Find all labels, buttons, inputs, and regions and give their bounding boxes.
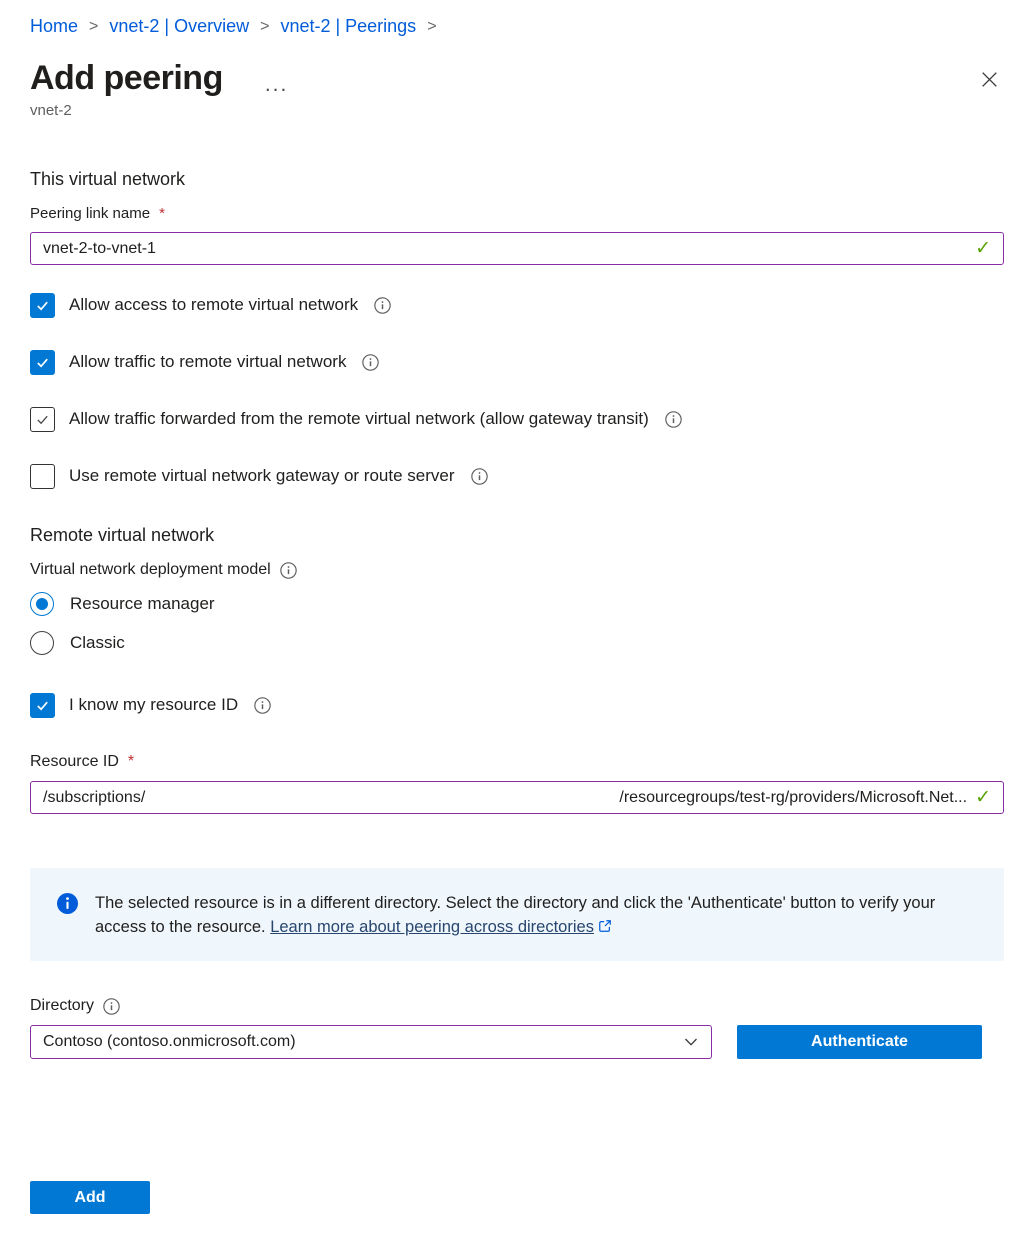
resource-manager-radio[interactable] <box>30 592 54 616</box>
checkbox-row-know-resource-id <box>30 692 1004 718</box>
checkbox-row-allow-forwarded <box>30 406 1004 432</box>
checkbox-label: Use remote virtual network gateway or route server <box>69 466 455 485</box>
info-filled-icon <box>57 893 78 940</box>
checkbox-label: Allow access to remote virtual network <box>69 295 359 314</box>
checkbox-label: Allow traffic forwarded from the remote virtual network (allow gateway transit) <box>69 409 649 428</box>
checkbox-row-allow-access <box>30 292 1004 318</box>
info-icon[interactable] <box>471 468 488 485</box>
resource-id-value-left: /subscriptions/ <box>43 788 146 806</box>
info-icon[interactable] <box>362 354 379 371</box>
page-title: Add peering <box>30 59 223 97</box>
info-icon[interactable] <box>374 297 391 314</box>
directory-row <box>30 1025 1004 1059</box>
directory-label <box>30 997 1004 1015</box>
checkbox-row-use-remote-gateway <box>30 463 1004 489</box>
allow-access-checkbox[interactable] <box>30 293 55 318</box>
breadcrumb-vnet2-peerings[interactable]: vnet-2 | Peerings <box>280 16 417 36</box>
allow-forwarded-checkbox[interactable] <box>30 407 55 432</box>
breadcrumb-vnet2-overview[interactable]: vnet-2 | Overview <box>109 16 250 36</box>
radio-label: Classic <box>70 633 125 652</box>
know-resource-id-checkbox[interactable] <box>30 693 55 718</box>
checkbox-row-allow-traffic <box>30 349 1004 375</box>
peering-link-name-label <box>30 205 1004 222</box>
check-icon <box>35 355 50 370</box>
directory-dropdown[interactable] <box>30 1025 712 1059</box>
info-icon[interactable] <box>254 697 271 714</box>
info-icon[interactable] <box>280 562 297 579</box>
close-icon <box>979 69 1000 90</box>
external-link-icon <box>598 919 612 937</box>
banner-text <box>95 891 979 940</box>
info-icon[interactable] <box>665 411 682 428</box>
classic-radio[interactable] <box>30 631 54 655</box>
pane-subtitle: vnet-2 <box>30 102 72 119</box>
context-menu-ellipsis-icon[interactable]: ... <box>264 73 289 96</box>
deployment-model-label <box>30 561 1004 579</box>
radio-dot <box>36 598 48 610</box>
checkbox-label: I know my resource ID <box>69 695 239 714</box>
check-icon <box>35 698 50 713</box>
check-icon <box>35 298 50 313</box>
radio-row-resource-manager <box>30 591 1004 617</box>
checkbox-label: Allow traffic to remote virtual network <box>69 352 347 371</box>
peering-link-name-input[interactable] <box>30 232 1004 265</box>
breadcrumb-home[interactable]: Home <box>30 16 79 36</box>
check-icon <box>35 412 50 427</box>
required-asterisk: * <box>159 205 165 222</box>
breadcrumb <box>30 16 1004 37</box>
authenticate-button[interactable]: Authenticate <box>737 1025 982 1059</box>
section-this-virtual-network: This virtual network <box>30 169 186 189</box>
section-remote-virtual-network: Remote virtual network <box>30 525 215 545</box>
header <box>30 59 1004 98</box>
label-text: Virtual network deployment model <box>30 561 271 578</box>
required-asterisk: * <box>127 753 135 770</box>
radio-label: Resource manager <box>70 594 215 613</box>
directory-selected-value: Contoso (contoso.onmicrosoft.com) <box>43 1033 296 1050</box>
breadcrumb-separator: > <box>260 17 270 35</box>
banner-message: The selected resource is in a different directory. Select the directory and click the 'Authenticate' button to verify your access to the resource. <box>95 894 936 936</box>
add-button[interactable]: Add <box>30 1181 150 1214</box>
allow-traffic-checkbox[interactable] <box>30 350 55 375</box>
close-button[interactable] <box>975 65 1004 94</box>
valid-check-icon: ✓ <box>975 787 991 808</box>
label-text: Peering link name <box>30 205 151 222</box>
radio-row-classic <box>30 630 1004 656</box>
label-text: Resource ID <box>30 753 119 770</box>
label-text: Directory <box>30 997 95 1014</box>
resource-id-input[interactable] <box>30 781 1004 814</box>
breadcrumb-separator: > <box>89 17 99 35</box>
resource-id-value-right: /resourcegroups/test-rg/providers/Microsoft.Net... <box>619 788 968 806</box>
breadcrumb-separator: > <box>427 17 437 35</box>
use-remote-gateway-checkbox[interactable] <box>30 464 55 489</box>
resource-id-label <box>30 753 1004 771</box>
learn-more-link[interactable]: Learn more about peering across directories <box>270 918 594 936</box>
valid-check-icon: ✓ <box>975 238 991 259</box>
peering-link-name-value: vnet-2-to-vnet-1 <box>43 239 156 257</box>
info-icon[interactable] <box>103 998 120 1015</box>
directory-info-banner <box>30 868 1004 961</box>
chevron-down-icon <box>683 1034 699 1050</box>
